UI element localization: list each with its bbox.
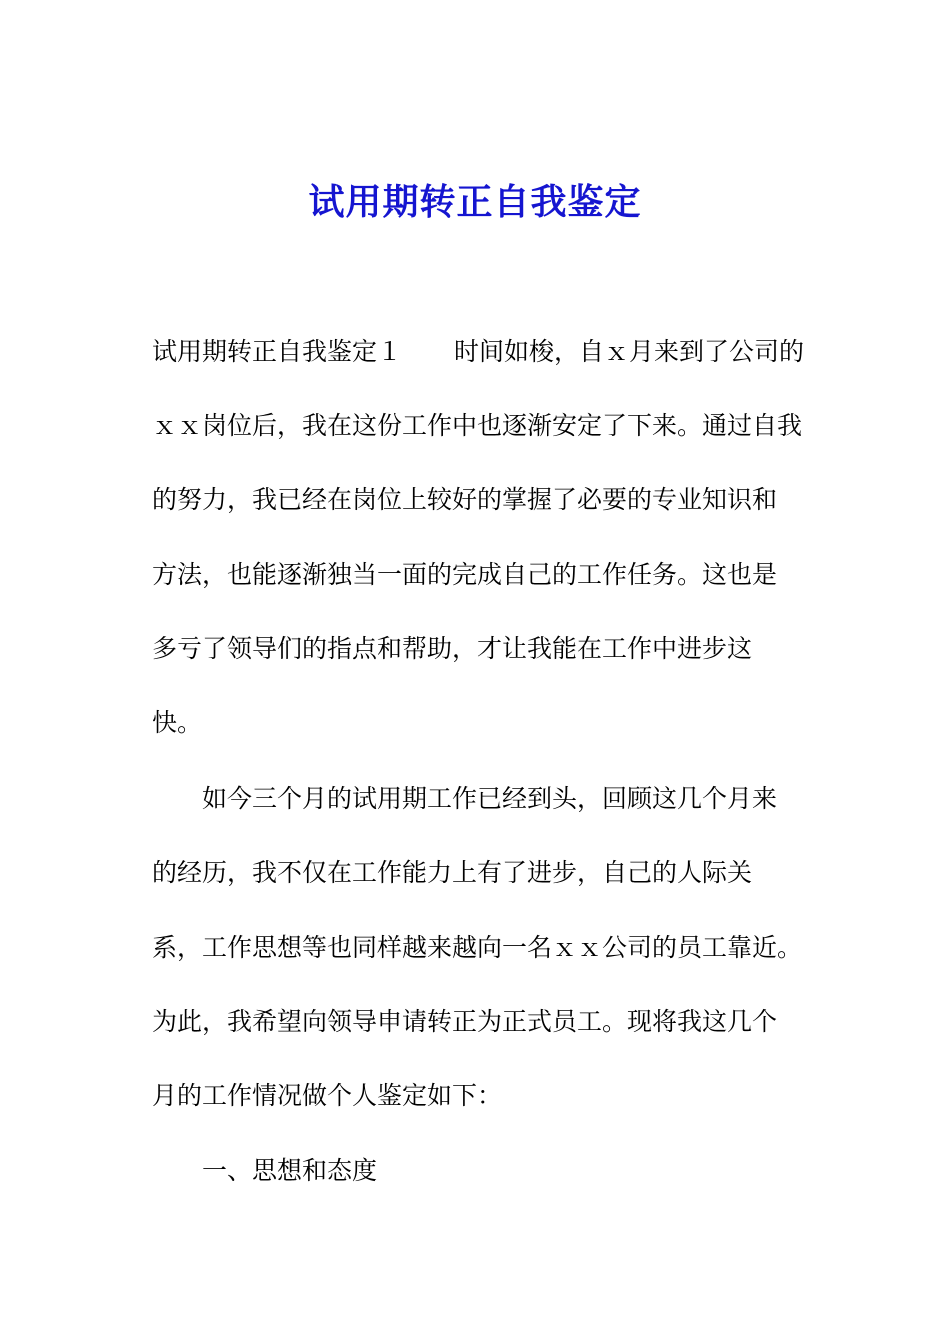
paragraph-line-6: 快。 bbox=[152, 708, 203, 737]
section-heading: 一、思想和态度 bbox=[202, 1156, 378, 1185]
paragraph-line-7: 如今三个月的试用期工作已经到头，回顾这几个月来 bbox=[202, 784, 778, 813]
paragraph-line-4: 方法，也能逐渐独当一面的完成自己的工作任务。这也是 bbox=[152, 560, 778, 589]
paragraph-line-1 bbox=[152, 332, 804, 372]
paragraph-line-5: 多亏了领导们的指点和帮助，才让我能在工作中进步这 bbox=[152, 634, 753, 663]
line-text: 时间如梭，自ｘ月来到了公司的 bbox=[454, 337, 805, 366]
paragraph-line-8: 的经历，我不仅在工作能力上有了进步，自己的人际关 bbox=[152, 858, 753, 887]
paragraph-line-2: ｘｘ岗位后，我在这份工作中也逐渐安定了下来。通过自我 bbox=[152, 411, 803, 440]
paragraph-line-3: 的努力，我已经在岗位上较好的掌握了必要的专业知识和 bbox=[152, 485, 778, 514]
inline-heading: 试用期转正自我鉴定１ bbox=[152, 337, 403, 366]
paragraph-line-9: 系，工作思想等也同样越来越向一名ｘｘ公司的员工靠近。 bbox=[152, 933, 803, 962]
paragraph-line-10: 为此，我希望向领导申请转正为正式员工。现将我这几个 bbox=[152, 1007, 778, 1036]
document-title: 试用期转正自我鉴定 bbox=[308, 182, 642, 223]
paragraph-line-11: 月的工作情况做个人鉴定如下： bbox=[152, 1081, 503, 1110]
